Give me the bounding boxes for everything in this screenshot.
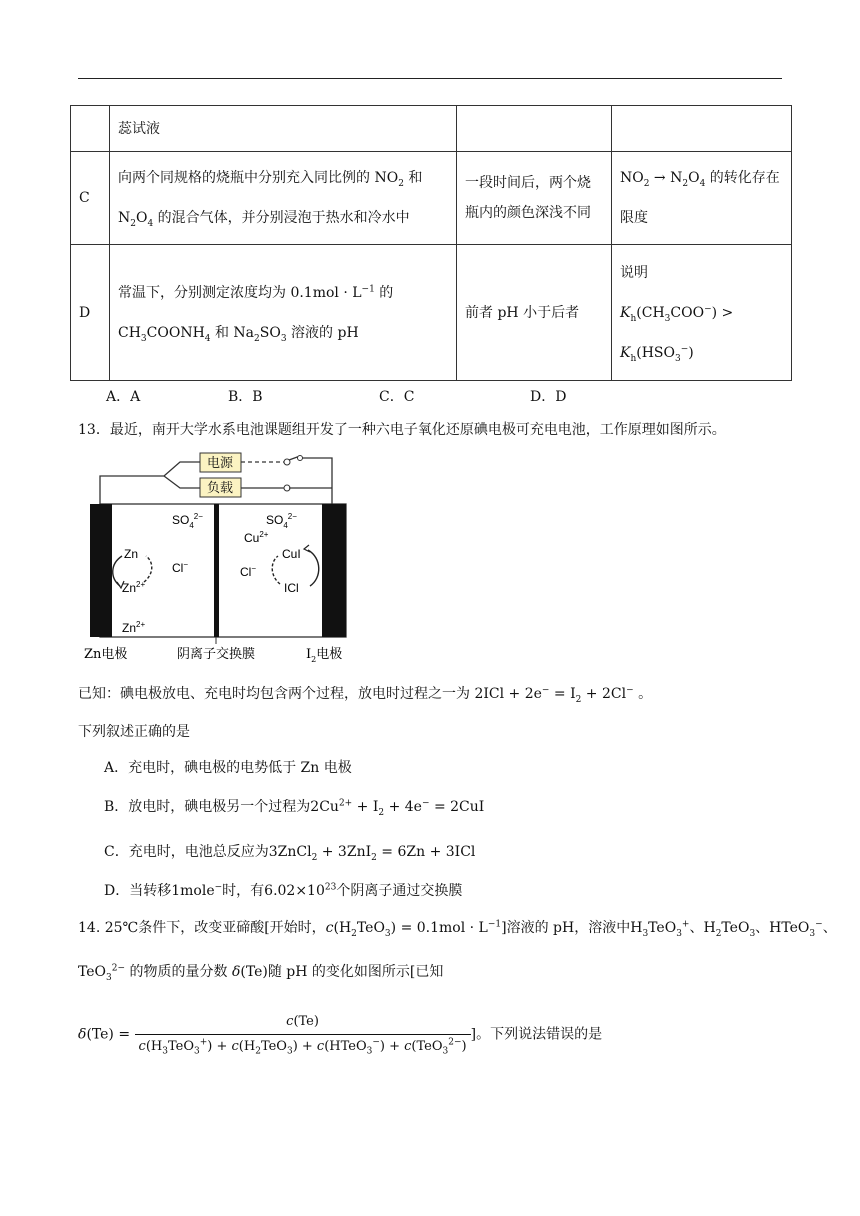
- table-row: [71, 245, 792, 381]
- table-row: [71, 152, 792, 245]
- option-c[interactable]: C．C: [379, 389, 415, 405]
- svg-text:ICl: ICl: [284, 581, 299, 595]
- q13-option-d[interactable]: D．当转移1mole−时，有$6.02\times 10^{23}$个阴离子通过交换膜: [104, 882, 463, 899]
- q13-prompt: 下列叙述正确的是: [78, 724, 190, 740]
- svg-text:SO42−: $SO_4^{2-}$: [172, 512, 203, 530]
- q13-option-b[interactable]: B．放电时，碘电极另一个过程为$2Cu^{2+} + I_2 + 4e^- = 2CuI$: [104, 798, 485, 818]
- zn-electrode: [90, 504, 112, 637]
- zn-electrode-label: Zn电极: [84, 647, 128, 662]
- svg-text:Cu2+: $Cu^{2+}$: [244, 530, 269, 545]
- row-c-conclusion: $NO_2 \to N_2O_4$ 的转化存在限度: [612, 152, 792, 245]
- svg-text:Zn2+: $Zn^{2+}$: [122, 580, 146, 595]
- q13-known: 已知：碘电极放电、充电时均包含两个过程，放电时过程之一为 $2ICl + 2e^- = I_2 + 2Cl^-$ 。: [78, 685, 653, 705]
- option-a[interactable]: A．A: [106, 389, 141, 405]
- svg-text:Cl−: Cl−: [240, 564, 257, 579]
- svg-text:Zn: Zn: [124, 547, 139, 561]
- row-label: [71, 106, 110, 152]
- q14-stem-line2: TeO$_3^{2-}$ 的物质的量分数 δ(Te)随 pH 的变化如图所示[已知: [78, 963, 444, 983]
- svg-text:Zn2+: $Zn^{2+}$: [122, 620, 146, 635]
- membrane-label: 阴离子交换膜: [176, 647, 256, 662]
- svg-text:I2电极: $I_2$电极: [306, 647, 343, 664]
- svg-text:Cl−: Cl−: [172, 560, 189, 575]
- load-label: 负载: [206, 481, 234, 496]
- row-d-operation: 常温下，分别测定浓度均为 $0.1mol \cdot L^{-1}$ 的 $CH_3COONH_4$ 和 $Na_2SO_3$ 溶液的 pH: [110, 245, 457, 381]
- svg-text:SO42−: $SO_4^{2-}$: [266, 512, 297, 530]
- row-label: D: [71, 245, 110, 381]
- svg-text:CuI: CuI: [282, 547, 301, 561]
- q13-option-a[interactable]: A．充电时，碘电极的电势低于 Zn 电极: [104, 760, 352, 776]
- power-label: 电源: [206, 456, 234, 471]
- row-c-operation: 向两个同规格的烧瓶中分别充入同比例的 $NO_2$ 和 $N_2O_4$ 的混合气体，并分别浸泡于热水和冷水中: [110, 152, 457, 245]
- option-b[interactable]: B．B: [228, 389, 263, 405]
- row-d-conclusion: 说明 $K_h(CH_3COO^-)$ > $K_h(HSO_3^-)$: [612, 245, 792, 381]
- option-d[interactable]: D．D: [530, 389, 567, 405]
- table-row: [71, 106, 792, 152]
- header-rule: [78, 78, 782, 79]
- q14-formula: δ(Te) = $\frac{c(Te)}{c(H_3TeO_3^+) + c(H_2TeO_3) + c(HTeO_3^-) + c(TeO_3^{2-})}$ ]。下列说法错误的是: [78, 1010, 602, 1059]
- row-c-phenomenon: 一段时间后，两个烧瓶内的颜色深浅不同: [457, 152, 612, 245]
- row-d-phenomenon: 前者 pH 小于后者: [457, 245, 612, 381]
- experiment-table: [70, 105, 792, 381]
- row-b-operation: 蕊试液: [110, 106, 457, 152]
- q13-stem: 13．最近，南开大学水系电池课题组开发了一种六电子氧化还原碘电极可充电电池，工作原理如图所示。: [78, 422, 726, 438]
- battery-diagram: [84, 446, 364, 666]
- q13-option-c[interactable]: C．充电时，电池总反应为3ZnCl$_2$ + 3ZnI$_2$ = 6Zn + 3ICl: [104, 844, 476, 863]
- q14-stem-line1: 14. 25℃条件下，改变亚碲酸[开始时，$c(H_2TeO_3) = 0.1mol \cdot L^{-1}$]溶液的 pH，溶液中$H_3TeO_3^+$、$H_2TeO_3$、HTeO$_3$−、: [78, 919, 837, 939]
- row-label: C: [71, 152, 110, 245]
- i2-electrode: [322, 504, 346, 637]
- membrane: [214, 504, 219, 637]
